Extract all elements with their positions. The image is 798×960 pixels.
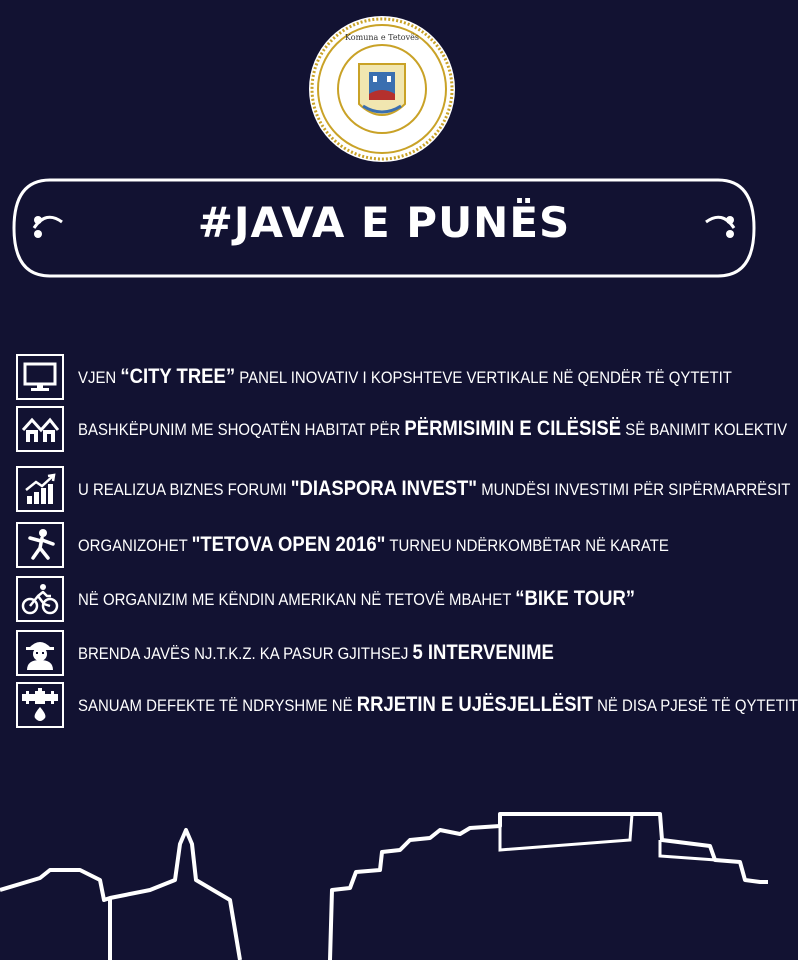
list-item [16,404,788,454]
karate-icon [16,522,64,568]
page-title: #JAVA E PUNËS [197,198,571,247]
firefighter-icon [16,630,64,676]
growth-chart-icon [16,466,64,512]
houses-icon [16,406,64,452]
list-item [16,352,768,402]
item-text: ORGANIZOHET "TETOVA OPEN 2016" TURNEU NDËRKOMBËTAR NË KARATE [78,533,669,556]
monitor-icon [16,354,64,400]
list-item [16,680,798,730]
item-text: VJEN “CITY TREE” PANEL INOVATIV I KOPSHTEVE VERTIKALE NË QENDËR TË QYTETIT [78,365,732,388]
item-text: U REALIZUA BIZNES FORUMI "DIASPORA INVEST" MUNDËSI INVESTIMI PËR SIPËRMARRËSIT [78,477,791,500]
item-text: BRENDA JAVËS NJ.T.K.Z. KA PASUR GJITHSEJ 5 INTERVENIME [78,641,554,664]
list-item [16,574,768,624]
item-text: SANUAM DEFEKTE TË NDRYSHME NË RRJETIN E UJËSJELLËSIT NË DISA PJESË TË QYTETIT [78,693,798,716]
list-item [16,520,768,570]
list-item [16,464,791,514]
water-pipe-icon [16,682,64,728]
city-skyline-illustration [0,800,768,960]
cyclist-icon [16,576,64,622]
seal-text-top: Komuna e Tetovës [345,33,419,42]
item-text: BASHKËPUNIM ME SHOQATËN HABITAT PËR PËRMISIMIN E CILËSISË SË BANIMIT KOLEKTIV [78,417,788,440]
municipality-seal [307,14,457,164]
item-text: NË ORGANIZIM ME KËNDIN AMERIKAN NË TETOVË MBAHET “BIKE TOUR” [78,587,636,610]
list-item [16,628,768,678]
